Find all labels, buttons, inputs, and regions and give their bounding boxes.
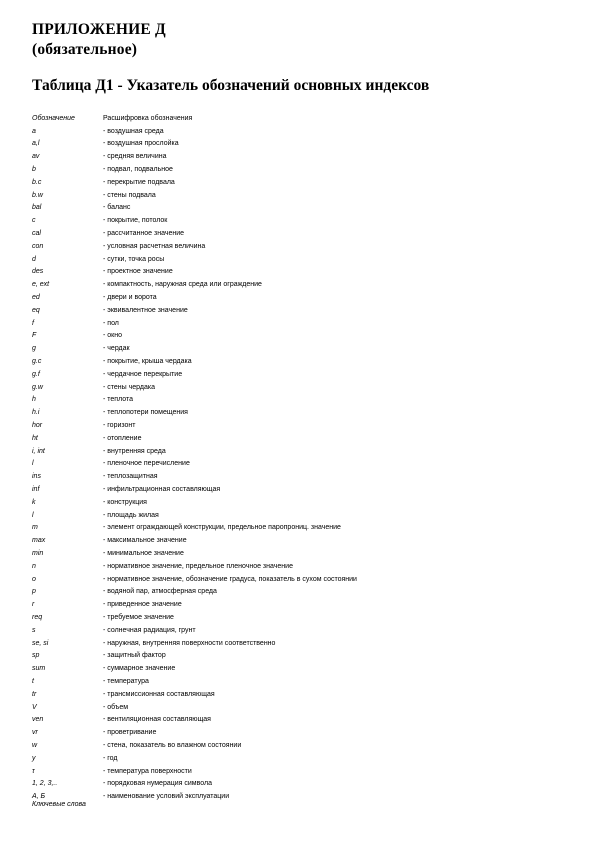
designation-cell: sum bbox=[32, 665, 46, 673]
designation-cell: t bbox=[32, 677, 34, 685]
description-cell: - горизонт bbox=[103, 422, 136, 430]
designation-cell: b.c bbox=[32, 178, 42, 186]
table-row bbox=[32, 202, 357, 215]
table-row bbox=[32, 560, 357, 573]
table-row bbox=[32, 701, 357, 714]
description-cell: - теплозащитная bbox=[103, 473, 158, 481]
description-cell: - стены чердака bbox=[103, 383, 155, 391]
designation-cell: ven bbox=[32, 716, 44, 724]
table-row bbox=[32, 585, 357, 598]
table-title: Таблица Д1 - Указатель обозначений основных индексов bbox=[32, 77, 430, 94]
description-cell: - нормативное значение, предельное пленочное значение bbox=[103, 562, 293, 570]
description-cell: - защитный фактор bbox=[103, 652, 166, 660]
table-row bbox=[32, 726, 357, 739]
description-cell: - стена, показатель во влажном состоянии bbox=[103, 741, 242, 749]
description-cell: - сутки, точка росы bbox=[103, 255, 165, 263]
description-cell: - перекрытие подвала bbox=[103, 178, 175, 186]
table-row bbox=[32, 649, 357, 662]
description-cell: - теплота bbox=[103, 396, 134, 404]
table-row bbox=[32, 598, 357, 611]
designation-cell: req bbox=[32, 613, 43, 621]
designation-cell: inf bbox=[32, 486, 40, 493]
designation-cell: g bbox=[32, 345, 36, 353]
description-cell: - проветривание bbox=[103, 729, 157, 737]
description-cell: - чердачное перекрытие bbox=[103, 370, 183, 378]
description-cell: - порядковая нумерация символа bbox=[103, 780, 212, 788]
designation-cell: h bbox=[32, 396, 36, 404]
description-cell: - суммарное значение bbox=[103, 665, 176, 673]
designation-cell: sp bbox=[32, 652, 40, 660]
description-cell: - двери и ворота bbox=[103, 294, 157, 302]
designation-cell: f bbox=[32, 319, 34, 327]
description-cell: - солнечная радиация, грунт bbox=[103, 626, 196, 634]
table-row bbox=[32, 138, 357, 151]
designation-cell: h.i bbox=[32, 409, 40, 417]
description-cell: - год bbox=[103, 754, 118, 762]
description-cell: - элемент ограждающей конструкции, предельное паропрониц. значение bbox=[103, 524, 341, 532]
designation-cell: F bbox=[32, 332, 37, 340]
table-row bbox=[32, 419, 357, 432]
description-cell: - условная расчетная величина bbox=[103, 242, 206, 250]
designation-cell: hor bbox=[32, 422, 43, 430]
description-cell: - баланс bbox=[103, 204, 131, 212]
table-row bbox=[32, 330, 357, 343]
designation-cell: s bbox=[32, 626, 36, 634]
description-cell: - покрытие, крыша чердака bbox=[103, 358, 192, 366]
designation-cell: l bbox=[32, 511, 34, 519]
table-row bbox=[32, 713, 357, 726]
designation-cell: des bbox=[32, 268, 44, 276]
table-row bbox=[32, 317, 357, 330]
designation-cell: cal bbox=[32, 230, 41, 238]
designation-cell: b.w bbox=[32, 191, 43, 199]
designation-cell: g.w bbox=[32, 383, 43, 391]
table-row bbox=[32, 214, 357, 227]
table-row bbox=[32, 688, 357, 701]
table-row bbox=[32, 163, 357, 176]
table-header-row bbox=[32, 112, 357, 125]
table-row bbox=[32, 637, 357, 650]
table-row bbox=[32, 509, 357, 522]
designation-cell: V bbox=[32, 703, 37, 711]
table-row bbox=[32, 534, 357, 547]
designation-cell: r bbox=[32, 601, 35, 609]
description-cell: - покрытие, потолок bbox=[103, 217, 168, 225]
designation-cell: g.c bbox=[32, 358, 42, 366]
description-cell: - эквивалентное значение bbox=[103, 306, 188, 314]
designation-cell: se, si bbox=[32, 639, 49, 647]
appendix-heading: ПРИЛОЖЕНИЕ Д bbox=[32, 21, 166, 38]
description-cell: - подвал, подвальное bbox=[103, 166, 173, 174]
designation-cell: min bbox=[32, 549, 44, 557]
keywords-label: Ключевые слова bbox=[32, 801, 86, 808]
designation-cell: tr bbox=[32, 690, 37, 698]
designation-cell: g.f bbox=[32, 370, 40, 378]
table-row bbox=[32, 278, 357, 291]
description-cell: - воздушная прослойка bbox=[103, 140, 179, 148]
table-row bbox=[32, 547, 357, 560]
designation-cell: τ bbox=[32, 767, 35, 775]
table-row bbox=[32, 406, 357, 419]
description-cell: - температура bbox=[103, 677, 149, 685]
table-row bbox=[32, 150, 357, 163]
description-cell: - водяной пар, атмосферная среда bbox=[103, 588, 217, 596]
designation-cell: vr bbox=[32, 729, 38, 737]
designation-cell: ins bbox=[32, 473, 41, 481]
description-cell: - требуемое значение bbox=[103, 613, 174, 621]
description-cell: - чердак bbox=[103, 345, 130, 353]
description-cell: - средняя величина bbox=[103, 153, 167, 161]
table-row bbox=[32, 496, 357, 509]
designation-cell: a bbox=[32, 127, 36, 135]
designation-cell: o bbox=[32, 575, 36, 583]
description-cell: - температура поверхности bbox=[103, 767, 192, 775]
description-cell: - максимальное значение bbox=[103, 537, 187, 545]
designation-cell: eq bbox=[32, 306, 40, 314]
description-cell: - теплопотери помещения bbox=[103, 409, 188, 417]
designation-cell: 1, 2, 3,.. bbox=[32, 780, 58, 788]
description-cell: - минимальное значение bbox=[103, 549, 184, 557]
designation-cell: ht bbox=[32, 434, 38, 442]
table-row bbox=[32, 227, 357, 240]
table-row bbox=[32, 675, 357, 688]
table-row bbox=[32, 573, 357, 586]
table-row bbox=[32, 394, 357, 407]
table-row bbox=[32, 368, 357, 381]
table-row bbox=[32, 266, 357, 279]
table-row bbox=[32, 739, 357, 752]
table-row bbox=[32, 752, 357, 765]
index-table bbox=[32, 112, 357, 803]
description-cell: - нормативное значение, обозначение градуса, показатель в сухом состоянии bbox=[103, 575, 357, 583]
table-row bbox=[32, 458, 357, 471]
table-row bbox=[32, 291, 357, 304]
designation-cell: av bbox=[32, 153, 40, 161]
table-row bbox=[32, 611, 357, 624]
table-row bbox=[32, 624, 357, 637]
description-cell: - приведенное значение bbox=[103, 601, 182, 609]
table-body bbox=[32, 125, 357, 803]
designation-cell: max bbox=[32, 537, 46, 545]
description-cell: - стены подвала bbox=[103, 191, 156, 199]
table-row bbox=[32, 189, 357, 202]
table-row bbox=[32, 253, 357, 266]
table-row bbox=[32, 355, 357, 368]
description-cell: - пленочное перечисление bbox=[103, 460, 190, 468]
description-cell: - конструкция bbox=[103, 498, 147, 506]
description-cell: - трансмиссионная составляющая bbox=[103, 690, 215, 698]
designation-cell: a,l bbox=[32, 140, 40, 148]
description-cell: - воздушная среда bbox=[103, 127, 164, 135]
description-cell: - пол bbox=[103, 319, 119, 327]
description-cell: - компактность, наружная среда или ограждение bbox=[103, 281, 262, 289]
designation-cell: b bbox=[32, 166, 36, 174]
table-row bbox=[32, 777, 357, 790]
description-cell: - окно bbox=[103, 332, 122, 340]
designation-cell: y bbox=[32, 754, 36, 762]
table-row bbox=[32, 522, 357, 535]
table-row bbox=[32, 662, 357, 675]
table-row bbox=[32, 240, 357, 253]
column-header-designation: Обозначение bbox=[32, 114, 75, 122]
designation-cell: i, int bbox=[32, 447, 45, 455]
designation-cell: k bbox=[32, 498, 36, 506]
table-row bbox=[32, 483, 357, 496]
description-cell: - площадь жилая bbox=[103, 511, 159, 519]
description-cell: - отопление bbox=[103, 434, 142, 442]
description-cell: - инфильтрационная составляющая bbox=[103, 486, 221, 493]
description-cell: - внутренняя среда bbox=[103, 447, 166, 455]
description-cell: - наружная, внутренняя поверхности соответственно bbox=[103, 639, 276, 647]
description-cell: - проектное значение bbox=[103, 268, 173, 276]
appendix-subheading: (обязательное) bbox=[32, 41, 138, 58]
designation-cell: d bbox=[32, 255, 36, 263]
designation-cell: con bbox=[32, 242, 44, 250]
designation-cell: ed bbox=[32, 294, 40, 302]
table-row bbox=[32, 445, 357, 458]
designation-cell: p bbox=[32, 588, 36, 596]
table-row bbox=[32, 342, 357, 355]
table-row bbox=[32, 432, 357, 445]
designation-cell: n bbox=[32, 562, 36, 570]
description-cell: - объем bbox=[103, 703, 129, 711]
description-cell: - рассчитанное значение bbox=[103, 230, 185, 238]
description-cell: - наименование условий эксплуатации bbox=[103, 793, 230, 801]
description-cell: - вентиляционная составляющая bbox=[103, 716, 211, 724]
table-row bbox=[32, 765, 357, 778]
table-row bbox=[32, 470, 357, 483]
designation-cell: m bbox=[32, 524, 38, 532]
table-row bbox=[32, 304, 357, 317]
designation-cell: w bbox=[32, 741, 38, 749]
designation-cell: A, Б bbox=[32, 793, 46, 801]
designation-cell: l bbox=[32, 460, 34, 468]
column-header-description: Расшифровка обозначения bbox=[103, 114, 193, 122]
designation-cell: c bbox=[32, 217, 36, 225]
table-row bbox=[32, 381, 357, 394]
designation-cell: e, ext bbox=[32, 281, 50, 289]
table-row bbox=[32, 176, 357, 189]
table-row bbox=[32, 125, 357, 138]
designation-cell: bal bbox=[32, 204, 42, 212]
